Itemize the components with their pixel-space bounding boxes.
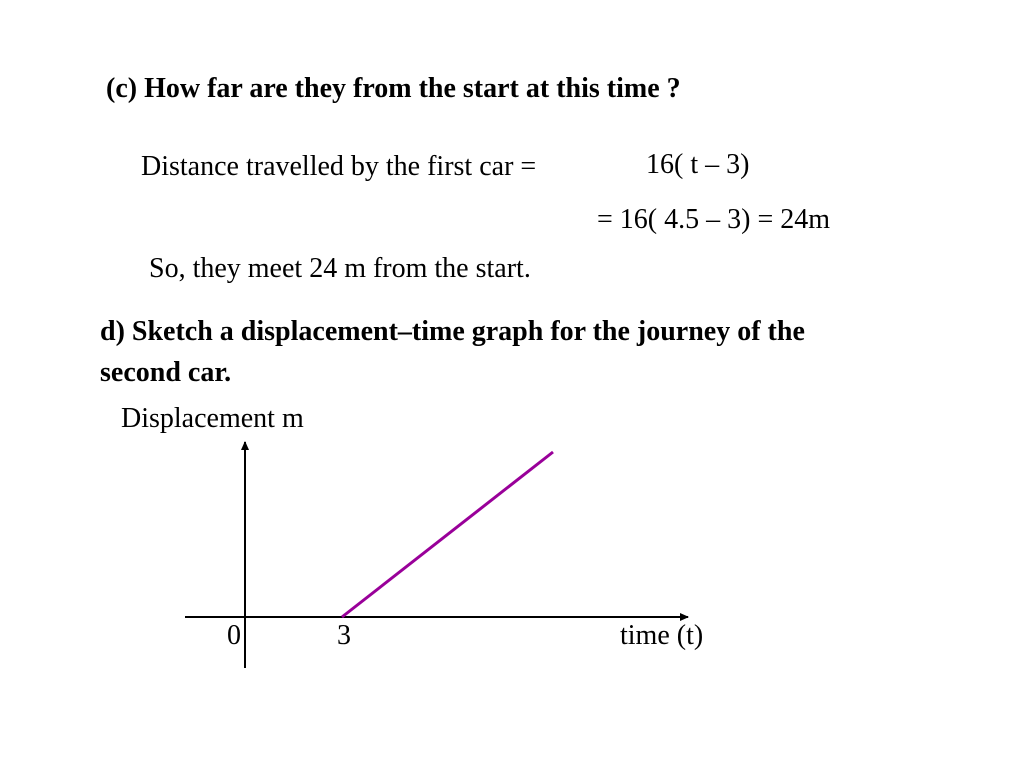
question-d-line-1: d) Sketch a displacement–time graph for the journey of the bbox=[100, 316, 805, 347]
distance-label: Distance travelled by the first car = bbox=[141, 151, 537, 182]
question-c: (c) How far are they from the start at this time ? bbox=[106, 73, 681, 104]
distance-calculation: = 16( 4.5 – 3) = 24m bbox=[597, 204, 831, 235]
question-d-line-2: second car. bbox=[100, 357, 232, 388]
x-axis-label: time (t) bbox=[620, 620, 704, 651]
second-car-line bbox=[342, 452, 553, 617]
conclusion-text: So, they meet 24 m from the start. bbox=[149, 253, 531, 284]
y-axis-label: Displacement m bbox=[121, 403, 304, 434]
distance-expression: 16( t – 3) bbox=[646, 149, 750, 180]
tick-label-3: 3 bbox=[337, 620, 351, 651]
origin-label: 0 bbox=[227, 620, 241, 651]
